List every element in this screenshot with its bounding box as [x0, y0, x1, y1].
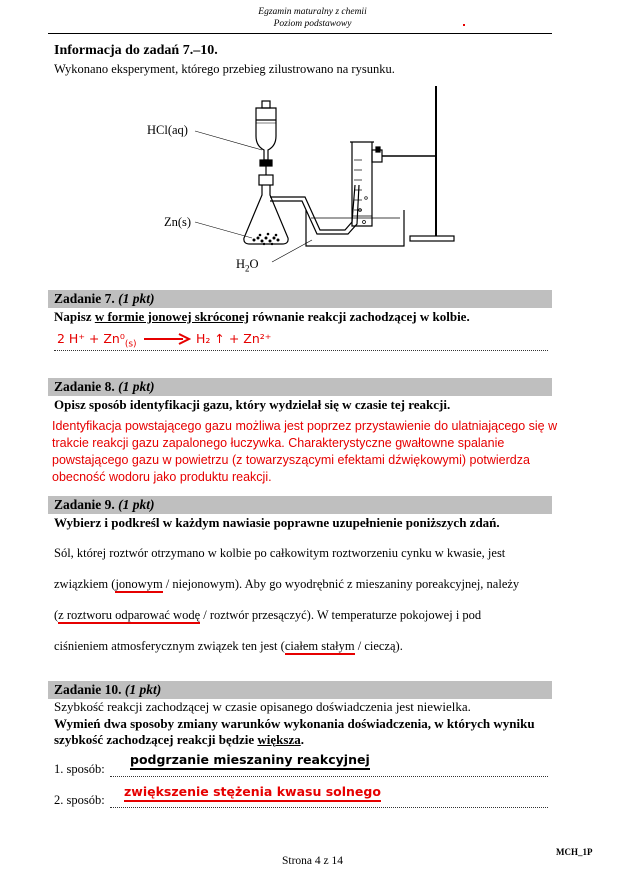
task-10-instruction-2: szybkość zachodzącej reakcji będzie większa. [54, 732, 304, 747]
task-9-instruction: Wybierz i podkreśl w każdym nawiasie poprawne uzupełnienie poniższych zdań. [54, 515, 500, 530]
task-8-header: Zadanie 8. (1 pkt) [48, 378, 552, 396]
task-9-line-3: (z roztworu odparować wodę / roztwór przesączyć). W temperaturze pokojowej i pod [54, 608, 482, 622]
label-zn: Zn(s) [164, 215, 192, 229]
task-7-answer-line [54, 349, 548, 351]
selected-odparowac: z roztworu odparować wodę [58, 608, 201, 622]
page-number: Strona 4 z 14 [281, 855, 343, 867]
task-9-line-1: Sól, której roztwór otrzymano w kolbie po całkowitym roztworzeniu cynku w kwasie, jest [54, 546, 506, 560]
exam-code: MCH_1P [556, 847, 593, 857]
task-9-header: Zadanie 9. (1 pkt) [48, 496, 552, 514]
task-9-line-4: ciśnieniem atmosferycznym związek ten jest (ciałem stałym / cieczą). [54, 639, 403, 653]
task-8-answer: Identyfikacja powstającego gazu możliwa jest poprzez przystawienie do ulatniającego się w trakcie reakcji gazu zapalonego łuczywka. Charakterystyczne gwałtowne spalanie powstającego gazu w powietrzu (z towarzyszącymi efektami dźwiękowymi) potwierdza obecność wodoru jako produktu reakcji. [52, 419, 558, 484]
task-8-instruction: Opisz sposób identyfikacji gazu, który wydzielał się w czasie tej reakcji. [54, 397, 451, 412]
header-rule [48, 33, 552, 34]
task-10-info: Szybkość reakcji zachodzącej w czasie opisanego doświadczenia jest niewielka. [54, 699, 471, 714]
label-h2o: $H_2O$ [236, 257, 259, 274]
header-line-1: Egzamin maturalny z chemii [258, 7, 367, 17]
task-7-answer-left: 2 $H^+ + Zn^0_{(s)}$ [57, 331, 137, 350]
red-dot [463, 24, 465, 26]
method-1-answer: podgrzanie mieszaniny reakcyjnej [130, 752, 370, 770]
reaction-arrow-icon [143, 332, 191, 346]
method-1-label: 1. sposób: [54, 762, 105, 776]
info-text: Wykonano eksperyment, którego przebieg zilustrowano na rysunku. [54, 62, 395, 76]
selected-jonowym: jonowym [115, 577, 163, 591]
method-2-answer: zwiększenie stężenia kwasu solnego [124, 784, 381, 802]
task-9-line-2: związkiem (jonowym / niejonowym). Aby go wyodrębnić z mieszaniny poreakcyjnej, należy [54, 577, 520, 591]
selected-cialem-stalym: ciałem stałym [284, 639, 355, 653]
task-7-instruction: Napisz w formie jonowej skróconej równanie reakcji zachodzącej w kolbie. [54, 309, 470, 324]
method-1-line [110, 775, 548, 777]
task-7-answer-right: H₂ ↑ + Zn²⁺ [196, 331, 272, 346]
method-2-label: 2. sposób: [54, 793, 105, 807]
info-title: Informacja do zadań 7.–10. [54, 43, 218, 58]
method-2-line [110, 806, 548, 808]
task-10-header: Zadanie 10. (1 pkt) [48, 681, 552, 699]
task-7-header: Zadanie 7. (1 pkt) [48, 290, 552, 308]
apparatus-diagram [140, 80, 480, 280]
label-hcl: HCl(aq) [147, 123, 188, 137]
header-line-2: Poziom podstawowy [273, 19, 352, 29]
task-10-instruction-1: Wymień dwa sposoby zmiany warunków wykonania doświadczenia, w których wyniku [54, 716, 535, 731]
